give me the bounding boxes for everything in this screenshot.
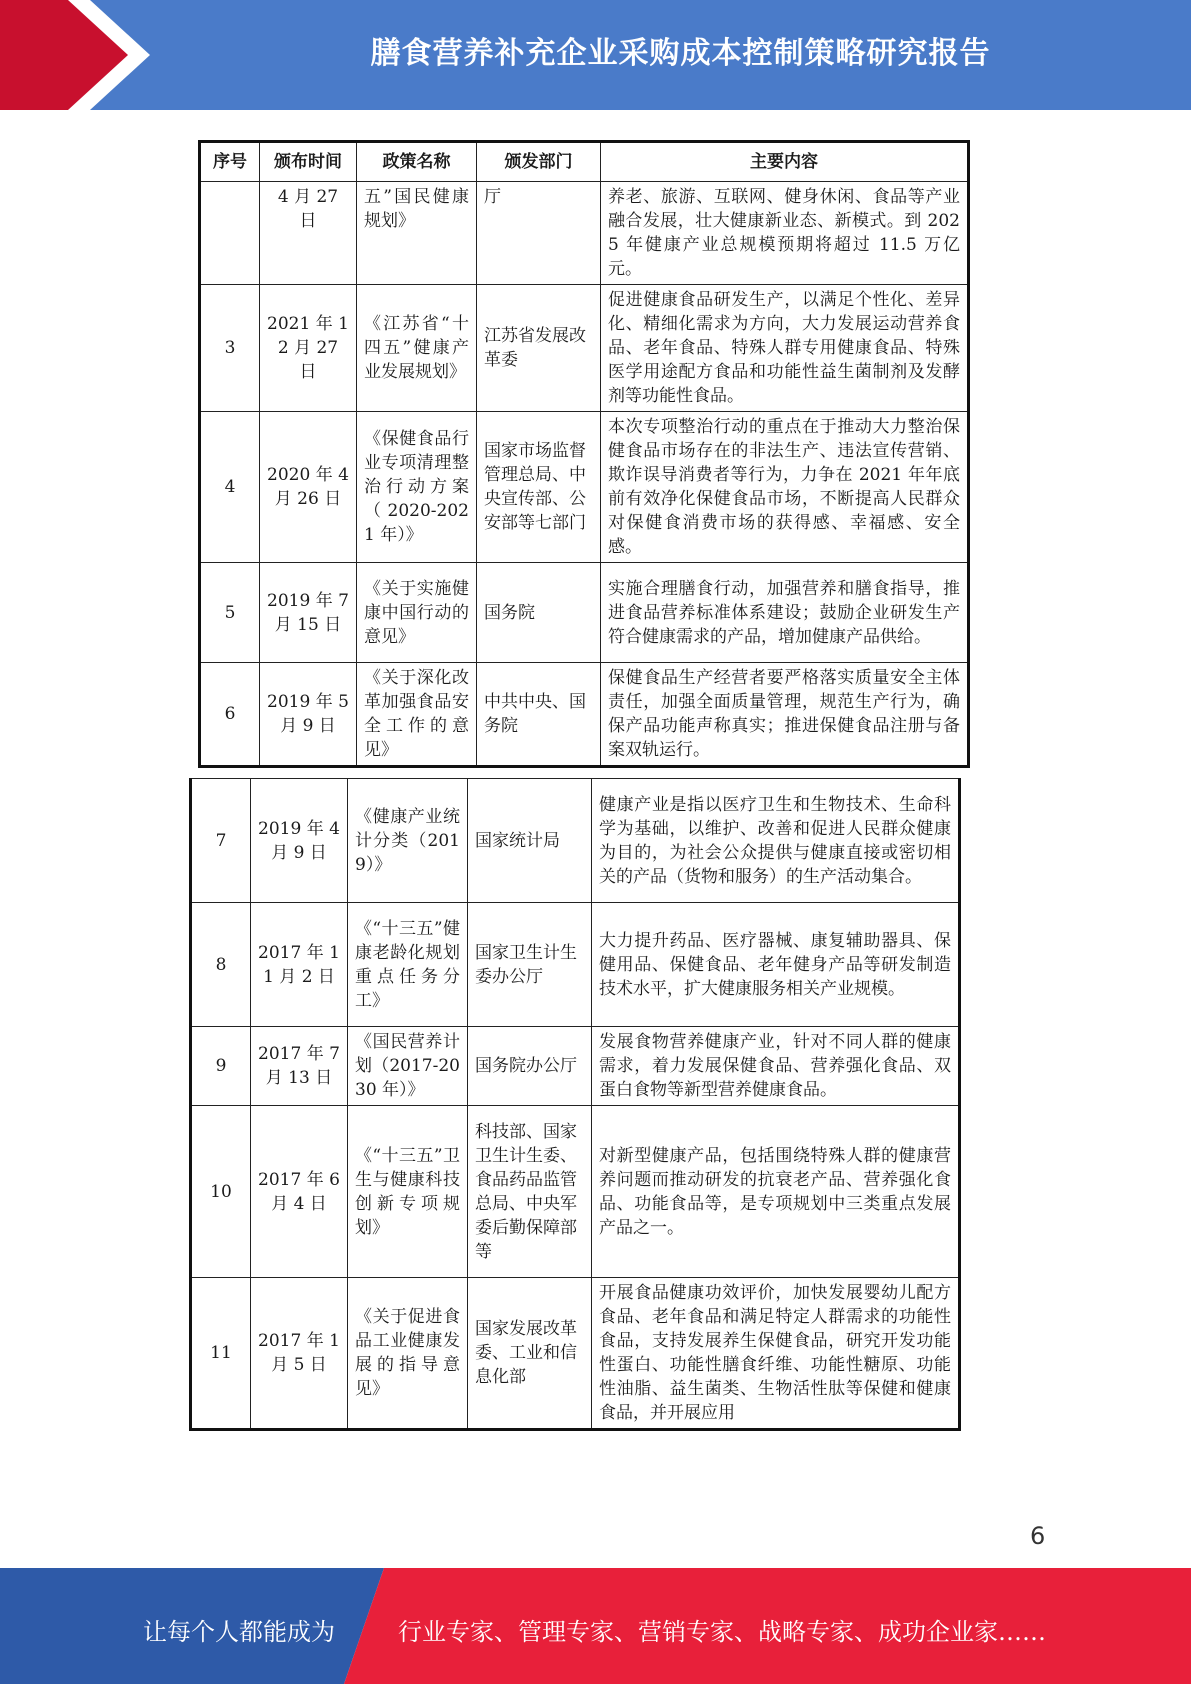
cell-dept: 江苏省发展改革委 bbox=[477, 285, 601, 412]
cell-policy-name: 《关于深化改革加强食品安全工作的意见》 bbox=[357, 663, 477, 767]
table-row bbox=[191, 1278, 960, 1430]
table-row bbox=[200, 285, 969, 412]
cell-content: 养老、旅游、互联网、健身休闲、食品等产业融合发展，壮大健康新业态、新模式。到 2025 年健康产业总规模预期将超过 11.5 万亿元。 bbox=[601, 182, 969, 285]
cell-date: 2019 年 4 月 9 日 bbox=[251, 779, 348, 903]
cell-content: 实施合理膳食行动，加强营养和膳食指导，推进食品营养标准体系建设；鼓励企业研发生产符合健康需求的产品，增加健康产品供给。 bbox=[601, 563, 969, 663]
cell-date: 2020 年 4 月 26 日 bbox=[260, 412, 357, 563]
cell-no bbox=[200, 182, 260, 285]
cell-date: 2019 年 7 月 15 日 bbox=[260, 563, 357, 663]
cell-policy-name: 《关于促进食品工业健康发展的指导意见》 bbox=[348, 1278, 468, 1430]
cell-no: 3 bbox=[200, 285, 260, 412]
col-header-dept: 颁发部门 bbox=[477, 142, 601, 182]
page-title: 膳食营养补充企业采购成本控制策略研究报告 bbox=[370, 36, 991, 71]
cell-dept: 国家发展改革委、工业和信息化部 bbox=[468, 1278, 592, 1430]
cell-dept: 国务院办公厅 bbox=[468, 1027, 592, 1106]
cell-content: 健康产业是指以医疗卫生和生物技术、生命科学为基础，以维护、改善和促进人民群众健康为目的，为社会公众提供与健康直接或密切相关的产品（货物和服务）的生产活动集合。 bbox=[592, 779, 960, 903]
cell-policy-name: 《保健食品行业专项清理整治行动方案（2020-2021 年）》 bbox=[357, 412, 477, 563]
page-number: 6 bbox=[1030, 1522, 1046, 1550]
col-header-date: 颁布时间 bbox=[260, 142, 357, 182]
cell-date: 2021 年 12 月 27 日 bbox=[260, 285, 357, 412]
cell-dept: 中共中央、国务院 bbox=[477, 663, 601, 767]
cell-no: 7 bbox=[191, 779, 251, 903]
cell-policy-name: 《江苏省“十四五”健康产业发展规划》 bbox=[357, 285, 477, 412]
cell-policy-name: 《国民营养计划（2017-2030 年）》 bbox=[348, 1027, 468, 1106]
table-row bbox=[200, 412, 969, 563]
cell-policy-name: 《“十三五”健康老龄化规划重点任务分工》 bbox=[348, 903, 468, 1027]
cell-date: 2017 年 11 月 2 日 bbox=[251, 903, 348, 1027]
table-header-row bbox=[200, 142, 969, 182]
table-row bbox=[200, 563, 969, 663]
cell-date: 2017 年 1 月 5 日 bbox=[251, 1278, 348, 1430]
cell-dept: 国务院 bbox=[477, 563, 601, 663]
header-banner bbox=[0, 0, 1191, 110]
footer-slogan-right: 行业专家、管理专家、营销专家、战略专家、成功企业家…… bbox=[398, 1618, 1046, 1646]
table-row bbox=[191, 903, 960, 1027]
cell-policy-name: 《健康产业统计分类（2019）》 bbox=[348, 779, 468, 903]
cell-no: 11 bbox=[191, 1278, 251, 1430]
cell-date: 2017 年 6 月 4 日 bbox=[251, 1106, 348, 1278]
cell-date: 4 月 27 日 bbox=[260, 182, 357, 285]
cell-content: 本次专项整治行动的重点在于推动大力整治保健食品市场存在的非法生产、违法宣传营销、欺诈误导消费者等行为，力争在 2021 年年底前有效净化保健食品市场，不断提高人民群众对保健食消费市场的获得感、幸福感、安全感。 bbox=[601, 412, 969, 563]
footer-banner bbox=[0, 1568, 1191, 1684]
cell-no: 8 bbox=[191, 903, 251, 1027]
cell-dept: 国家市场监督管理总局、中央宣传部、公安部等七部门 bbox=[477, 412, 601, 563]
cell-date: 2017 年 7 月 13 日 bbox=[251, 1027, 348, 1106]
cell-dept: 国家卫生计生委办公厅 bbox=[468, 903, 592, 1027]
col-header-no: 序号 bbox=[200, 142, 260, 182]
cell-policy-name: 《“十三五”卫生与健康科技创新专项规划》 bbox=[348, 1106, 468, 1278]
cell-policy-name: 《关于实施健康中国行动的意见》 bbox=[357, 563, 477, 663]
cell-content: 开展食品健康功效评价，加快发展婴幼儿配方食品、老年食品和满足特定人群需求的功能性食品，支持发展养生保健食品，研究开发功能性蛋白、功能性膳食纤维、功能性糖原、功能性油脂、益生菌类、生物活性肽等保健和健康食品，并开展应用 bbox=[592, 1278, 960, 1430]
cell-date: 2019 年 5 月 9 日 bbox=[260, 663, 357, 767]
table-row bbox=[200, 182, 969, 285]
cell-content: 促进健康食品研发生产，以满足个性化、差异化、精细化需求为方向，大力发展运动营养食品、老年食品、特殊人群专用健康食品、特殊医学用途配方食品和功能性益生菌制剂及发酵剂等功能性食品。 bbox=[601, 285, 969, 412]
cell-content: 对新型健康产品，包括围绕特殊人群的健康营养问题而推动研发的抗衰老产品、营养强化食品、功能食品等，是专项规划中三类重点发展产品之一。 bbox=[592, 1106, 960, 1278]
cell-no: 10 bbox=[191, 1106, 251, 1278]
cell-content: 大力提升药品、医疗器械、康复辅助器具、保健用品、保健食品、老年健身产品等研发制造技术水平，扩大健康服务相关产业规模。 bbox=[592, 903, 960, 1027]
cell-no: 6 bbox=[200, 663, 260, 767]
table-row bbox=[200, 663, 969, 767]
cell-content: 保健食品生产经营者要严格落实质量安全主体责任，加强全面质量管理，规范生产行为，确保产品功能声称真实；推进保健食品注册与备案双轨运行。 bbox=[601, 663, 969, 767]
cell-no: 4 bbox=[200, 412, 260, 563]
cell-dept: 厅 bbox=[477, 182, 601, 285]
cell-no: 5 bbox=[200, 563, 260, 663]
policy-table-part-2 bbox=[189, 778, 961, 1431]
col-header-content: 主要内容 bbox=[601, 142, 969, 182]
table-row bbox=[191, 779, 960, 903]
table-row bbox=[191, 1027, 960, 1106]
col-header-name: 政策名称 bbox=[357, 142, 477, 182]
cell-policy-name: 五”国民健康规划》 bbox=[357, 182, 477, 285]
cell-no: 9 bbox=[191, 1027, 251, 1106]
policy-table-part-1 bbox=[198, 140, 970, 768]
cell-content: 发展食物营养健康产业，针对不同人群的健康需求，着力发展保健食品、营养强化食品、双蛋白食物等新型营养健康食品。 bbox=[592, 1027, 960, 1106]
footer-slogan-left: 让每个人都能成为 bbox=[143, 1618, 335, 1646]
cell-dept: 科技部、国家卫生计生委、食品药品监管总局、中央军委后勤保障部等 bbox=[468, 1106, 592, 1278]
cell-dept: 国家统计局 bbox=[468, 779, 592, 903]
table-row bbox=[191, 1106, 960, 1278]
